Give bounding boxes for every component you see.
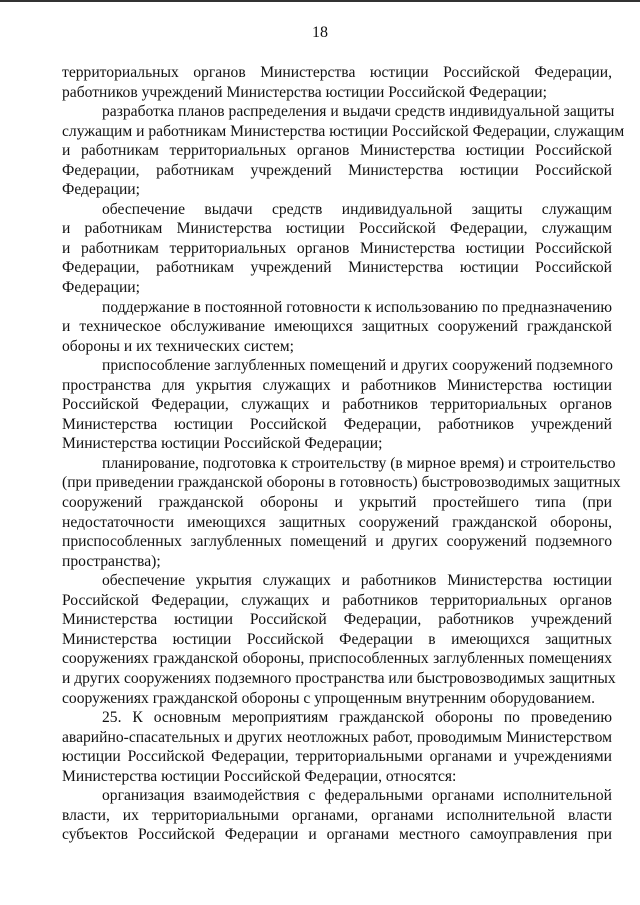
text-line: Федерации;	[62, 181, 140, 199]
text-line: организация взаимодействия с федеральными органами исполнительной	[102, 787, 612, 805]
text-line: (при приведении гражданской обороны в готовность) быстровозводимых защитных	[62, 474, 621, 492]
text-line: территориальных органов Министерства юстиции Российской Федерации,	[62, 64, 612, 81]
text-line: аварийно-спасательных и других неотложных работ, проводимым Министерством	[62, 728, 612, 746]
text-line: Российской Федерации, служащих и работников территориальных органов	[62, 396, 612, 414]
text-line: Министерства юстиции Российской Федерации в имеющихся защитных	[62, 630, 612, 648]
text-line: власти, их территориальными органами, органами исполнительной власти	[62, 806, 612, 824]
text-line: сооружениях гражданской обороны с упрощенным внутренним оборудованием.	[62, 689, 595, 707]
paragraph	[62, 708, 612, 786]
text-line: субъектов Российской Федерации и органами местного самоуправления при	[62, 826, 612, 844]
text-line: обеспечение укрытия служащих и работников Министерства юстиции	[102, 572, 612, 590]
paragraph	[62, 454, 621, 571]
text-line: пространства);	[62, 552, 161, 570]
text-line: Федерации, работникам учреждений Министерства юстиции Российской	[62, 161, 612, 179]
paragraph	[62, 571, 616, 708]
text-line: поддержание в постоянной готовности к использованию по предназначению	[102, 298, 612, 316]
text-line: Федерации;	[62, 279, 140, 297]
text-line: 25. К основным мероприятиям гражданской обороны по проведению	[102, 709, 612, 727]
text-line: планирование, подготовка к строительству (в мирное время) и строительство	[102, 454, 616, 472]
text-line: обороны и их технических систем;	[62, 337, 294, 355]
text-line: работников учреждений Министерства юстиции Российской Федерации;	[62, 83, 547, 101]
paragraph	[62, 63, 612, 102]
text-line: недостаточности имеющихся защитных сооружений гражданской обороны,	[62, 513, 612, 531]
text-line: приспособленных заглубленных помещений и других сооружений подземного	[62, 533, 612, 551]
paragraph	[62, 102, 625, 200]
text-line: пространства для укрытия служащих и работников Министерства юстиции	[62, 376, 612, 394]
text-line: и работникам территориальных органов Министерства юстиции Российской	[62, 239, 612, 257]
text-line: и работникам Министерства юстиции Российской Федерации, служащим	[62, 220, 612, 238]
document-body	[62, 63, 625, 845]
text-line: Министерства юстиции Российской Федерации, работников учреждений	[62, 611, 612, 629]
text-line: и техническое обслуживание имеющихся защитных сооружений гражданской	[62, 318, 612, 336]
text-line: приспособление заглубленных помещений и других сооружений подземного	[102, 357, 613, 375]
text-line: Министерства юстиции Российской Федерации, относятся:	[62, 767, 457, 785]
text-line: и работникам территориальных органов Министерства юстиции Российской	[62, 142, 612, 160]
text-line: разработка планов распределения и выдачи средств индивидуальной защиты	[102, 103, 615, 121]
text-line: сооружениях гражданской обороны, приспособленных заглубленных помещениях	[62, 650, 612, 668]
text-line: обеспечение выдачи средств индивидуальной защиты служащим	[102, 200, 612, 218]
text-line: сооружений гражданской обороны и укрытий простейшего типа (при	[62, 494, 612, 512]
paragraph	[62, 356, 612, 454]
text-line: Министерства юстиции Российской Федерации, работников учреждений	[62, 415, 612, 433]
scan-top-edge	[0, 0, 640, 2]
text-line: Федерации, работникам учреждений Министерства юстиции Российской	[62, 259, 612, 277]
text-line: юстиции Российской Федерации, территориальными органами и учреждениями	[62, 748, 612, 766]
paragraph	[62, 200, 612, 298]
paragraph	[62, 298, 612, 357]
text-line: и других сооружениях подземного пространства или быстровозводимых защитных	[62, 669, 616, 687]
page-number: 18	[312, 24, 328, 41]
text-line: служащим и работникам Министерства юстиции Российской Федерации, служащим	[62, 122, 625, 140]
text-line: Министерства юстиции Российской Федерации;	[62, 435, 383, 453]
text-line: Российской Федерации, служащих и работников территориальных органов	[62, 591, 612, 609]
paragraph	[62, 786, 612, 845]
